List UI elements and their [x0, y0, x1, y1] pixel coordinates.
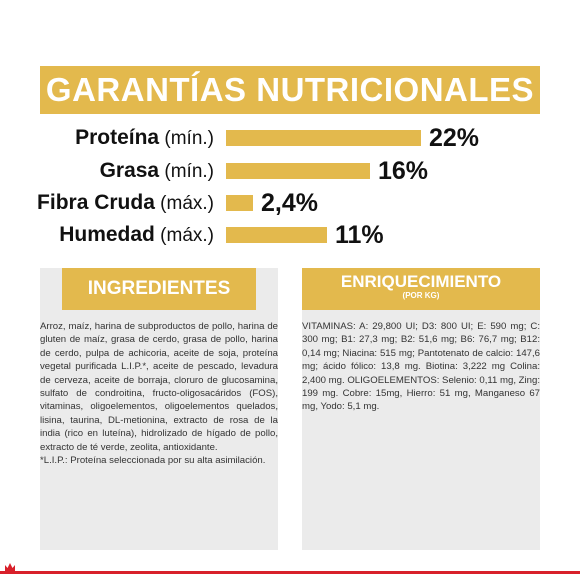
nutrient-qualifier: (mín.) — [164, 161, 214, 182]
nutrient-value: 16% — [378, 157, 429, 185]
nutrient-row-proteina — [0, 124, 580, 152]
nutrient-value: 2,4% — [261, 189, 318, 217]
nutrient-name: Grasa — [99, 159, 160, 182]
nutrient-bar — [226, 130, 421, 146]
page-title: GARANTÍAS NUTRICIONALES — [45, 71, 535, 108]
nutrient-label — [59, 221, 214, 249]
nutrient-value: 11% — [335, 221, 384, 249]
enrichment-text: VITAMINAS: A: 29,800 UI; D3: 800 UI; E: 590 mg; C: 300 mg; B1: 27,3 mg; B2: 51,6 mg; B6: 76,7 mg; B12: 0,14 mg; Niacina: 515 mg; Pantotenato de calcio: 147,6 mg; ácido fólico: 13,8 mg. Biotina: 3,222 mg Colina: 2,400 mg. OLIGOELEMENTOS: Selenio: 0,11 mg, Zing: 199 mg. Cobre: 15mg, Hierro: 51 mg, Manganeso 67 mg, Yodo: 5,1 mg. — [302, 321, 540, 413]
nutrient-bar — [226, 227, 327, 243]
ingredients-text-block — [40, 320, 278, 467]
nutrient-name: Humedad — [59, 223, 155, 246]
nutrient-row-fibra-cruda — [0, 189, 580, 217]
ingredients-text: Arroz, maíz, harina de subproductos de pollo, harina de gluten de maíz, grasa de cerdo, grasa de pollo, harina de cerdo, pulpa de achicoria, aceite de soja, proteína vegetal purificada L.I.P.*, aceite de pescado, levadura de cerveza, aceite de borraja, cloruro de glucosamina, sulfato de condroitina, fructo-oligosacáridos (FOS), vitaminas, oligoelementos, oligoelementos quelados, lisina, taurina, DL-metionina, extracto de rosa de la india (rico en luteína), hidrolizado de hígado de pollo, extracto de té verde, zeolita, antioxidante. — [40, 321, 278, 453]
brand-red-line — [0, 571, 580, 574]
nutrient-bar — [226, 195, 253, 211]
enrichment-header — [302, 268, 540, 310]
title-banner — [40, 66, 540, 114]
enrichment-heading: ENRIQUECIMIENTO — [340, 272, 502, 291]
nutrient-row-humedad — [0, 221, 580, 249]
nutrient-label — [75, 124, 214, 152]
nutrient-name: Fibra Cruda — [37, 191, 155, 214]
nutrient-row-grasa — [0, 157, 580, 185]
nutrient-qualifier: (máx.) — [160, 193, 214, 214]
nutrient-qualifier: (mín.) — [164, 128, 214, 149]
nutrient-name: Proteína — [75, 126, 160, 149]
nutrient-value: 22% — [429, 124, 480, 152]
nutrient-qualifier: (máx.) — [160, 225, 214, 246]
enrichment-subheading: (POR KG) — [402, 291, 440, 300]
ingredients-heading: INGREDIENTES — [62, 268, 256, 310]
nutrient-label — [37, 189, 214, 217]
ingredients-footnote: *L.I.P.: Proteína seleccionada por su alta asimilación. — [40, 455, 266, 467]
nutrient-label — [100, 157, 214, 185]
nutrient-bar — [226, 163, 370, 179]
